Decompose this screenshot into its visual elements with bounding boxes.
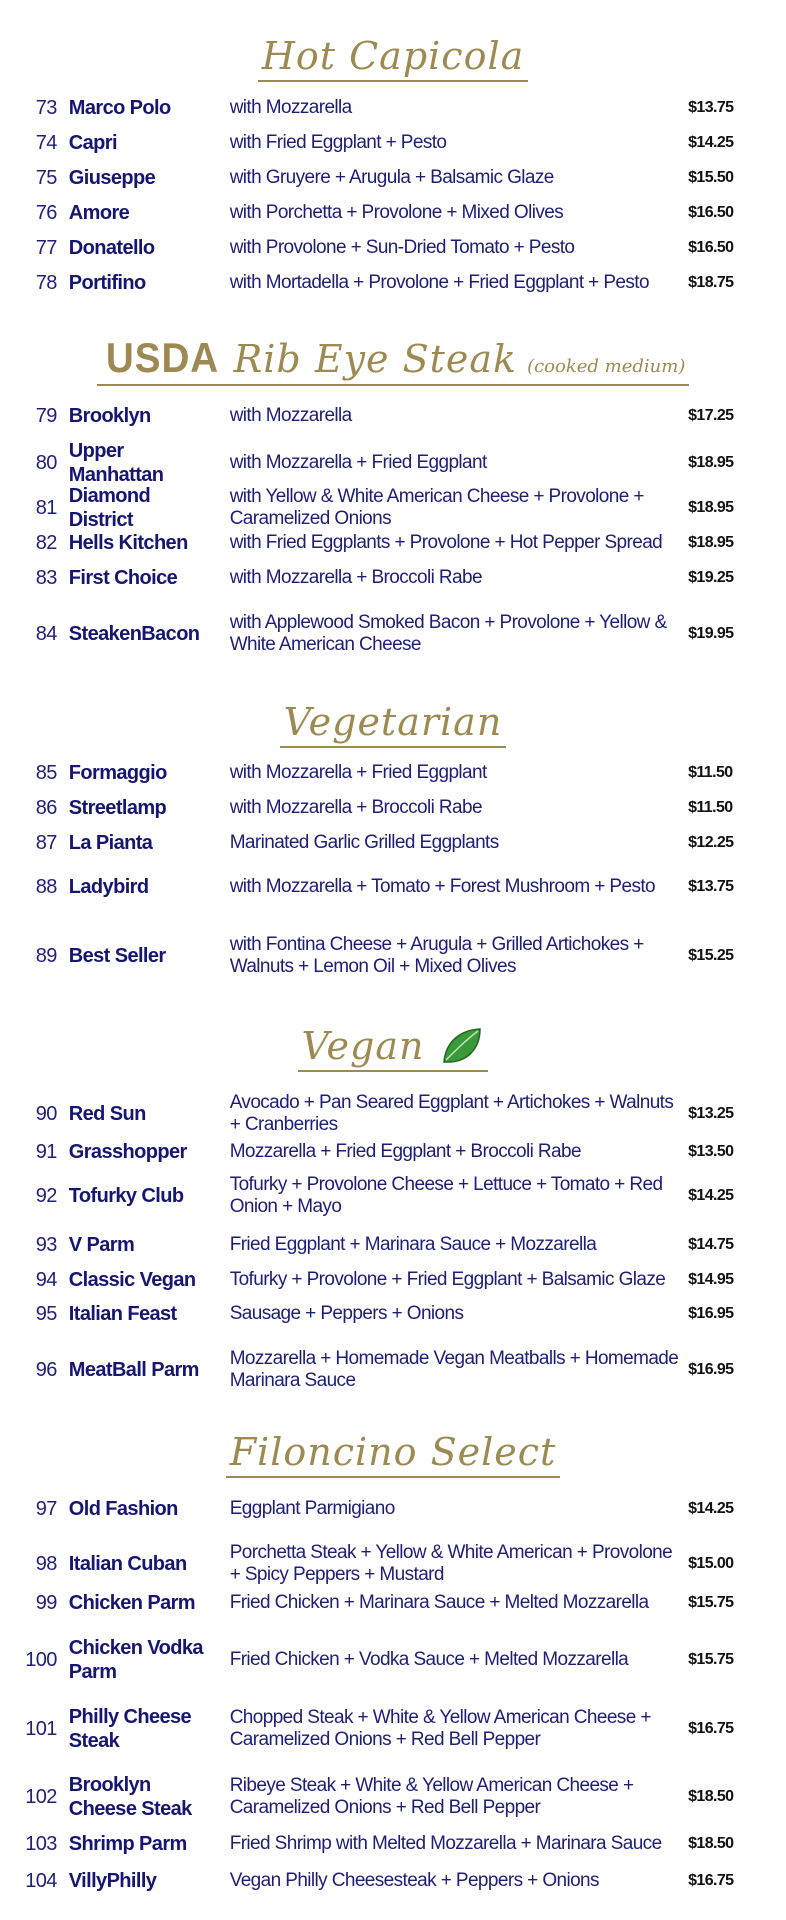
section-title: Filoncino Select — [229, 1430, 557, 1474]
menu-item — [0, 1233, 786, 1257]
item-description: with Mozzarella + Tomato + Forest Mushroom + Pesto — [229, 876, 656, 897]
leaf-icon — [440, 1026, 484, 1066]
item-description: Ribeye Steak + White & Yellow American Cheese + Caramelized Onions + Red Bell Pepper — [229, 1775, 634, 1818]
item-price: $16.95 — [688, 1361, 734, 1378]
item-name: Brooklyn — [68, 405, 151, 427]
item-name: Capri — [68, 132, 117, 154]
section-title: Vegan — [301, 1024, 425, 1068]
item-number: 74 — [35, 132, 57, 154]
item-number: 73 — [35, 97, 57, 119]
item-number: 86 — [35, 797, 57, 819]
item-description: with Mozzarella + Broccoli Rabe — [229, 567, 482, 588]
item-price: $14.25 — [688, 1187, 734, 1204]
item-name: Diamond District — [68, 485, 151, 531]
menu-item — [0, 1705, 786, 1753]
item-name: Grasshopper — [68, 1141, 187, 1163]
item-price: $15.50 — [688, 169, 734, 186]
item-number: 75 — [35, 167, 57, 189]
item-name: Upper Manhattan — [68, 440, 164, 486]
item-number: 91 — [35, 1141, 57, 1163]
item-name: Old Fashion — [68, 1498, 178, 1520]
menu-item — [0, 831, 786, 855]
item-number: 81 — [35, 497, 57, 519]
section-heading-hot-capicola — [0, 22, 786, 82]
item-price: $14.25 — [688, 134, 734, 151]
item-number: 82 — [35, 532, 57, 554]
item-description: Tofurky + Provolone + Fried Eggplant + Balsamic Glaze — [229, 1269, 666, 1290]
item-name: Red Sun — [68, 1103, 146, 1125]
item-price: $18.50 — [688, 1835, 734, 1852]
item-description: Fried Eggplant + Marinara Sauce + Mozzarella — [229, 1234, 597, 1255]
item-number: 89 — [35, 945, 57, 967]
item-description: with Gruyere + Arugula + Balsamic Glaze — [229, 167, 554, 188]
item-number: 87 — [35, 832, 57, 854]
menu-item — [0, 1773, 786, 1821]
item-number: 80 — [35, 452, 57, 474]
menu-item — [0, 1497, 786, 1521]
menu-item — [0, 531, 786, 555]
menu-item — [0, 131, 786, 155]
menu-item — [0, 1268, 786, 1292]
item-price: $16.95 — [688, 1305, 734, 1322]
item-price: $16.75 — [688, 1872, 734, 1889]
item-number: 76 — [35, 202, 57, 224]
item-description: with Yellow & White American Cheese + Provolone + Caramelized Onions — [229, 486, 644, 529]
item-description: Fried Shrimp with Melted Mozzarella + Marinara Sauce — [229, 1833, 662, 1854]
menu-item — [0, 1302, 786, 1326]
item-name: V Parm — [68, 1234, 135, 1256]
menu-item — [0, 761, 786, 785]
item-number: 100 — [25, 1649, 57, 1671]
menu-item — [0, 1542, 786, 1586]
section-title: Rib Eye Steak — [233, 337, 518, 381]
menu-item — [0, 1591, 786, 1615]
item-price: $13.25 — [688, 1105, 734, 1122]
menu-item — [0, 796, 786, 820]
section-heading-filoncino-select — [0, 1418, 786, 1478]
item-name: Best Seller — [68, 945, 166, 967]
item-description: with Mozzarella — [229, 97, 352, 118]
item-price: $13.50 — [688, 1143, 734, 1160]
item-name: Classic Vegan — [68, 1269, 196, 1291]
item-description: Sausage + Peppers + Onions — [229, 1303, 464, 1324]
item-price: $16.50 — [688, 204, 734, 221]
item-name: Italian Cuban — [68, 1553, 187, 1575]
item-description: with Applewood Smoked Bacon + Provolone + Yellow & White American Cheese — [229, 612, 667, 655]
item-description: with Fontina Cheese + Arugula + Grilled Artichokes + Walnuts + Lemon Oil + Mixed Olives — [229, 934, 644, 977]
menu-item — [0, 439, 786, 487]
item-price: $16.50 — [688, 239, 734, 256]
section-title: Hot Capicola — [261, 34, 525, 78]
item-name: MeatBall Parm — [68, 1359, 199, 1381]
item-price: $14.25 — [688, 1500, 734, 1517]
item-description: Chopped Steak + White & Yellow American Cheese + Caramelized Onions + Red Bell Pepper — [229, 1707, 651, 1750]
item-description: with Provolone + Sun-Dried Tomato + Pesto — [229, 237, 575, 258]
section-heading-vegetarian — [0, 688, 786, 748]
item-price: $15.25 — [688, 947, 734, 964]
item-name: Brooklyn Cheese Steak — [68, 1774, 192, 1820]
item-description: Eggplant Parmigiano — [229, 1498, 395, 1519]
item-description: with Fried Eggplants + Provolone + Hot Pepper Spread — [229, 532, 663, 553]
item-description: Porchetta Steak + Yellow & White American + Provolone + Spicy Peppers + Mustard — [229, 1542, 673, 1585]
item-number: 99 — [35, 1592, 57, 1614]
item-description: with Mozzarella + Broccoli Rabe — [229, 797, 482, 818]
item-number: 78 — [35, 272, 57, 294]
item-number: 98 — [35, 1553, 57, 1575]
item-name: Chicken Parm — [68, 1592, 195, 1614]
item-name: Hells Kitchen — [68, 532, 188, 554]
menu-item — [0, 484, 786, 532]
menu-item — [0, 875, 786, 899]
menu-item — [0, 934, 786, 978]
menu-item — [0, 404, 786, 428]
menu-item — [0, 1140, 786, 1164]
item-number: 83 — [35, 567, 57, 589]
section-heading-vegan — [0, 1012, 786, 1072]
menu-item — [0, 1174, 786, 1218]
section-title: Vegetarian — [283, 700, 503, 744]
item-description: with Porchetta + Provolone + Mixed Olives — [229, 202, 564, 223]
item-name: Streetlamp — [68, 797, 167, 819]
item-price: $17.25 — [688, 407, 734, 424]
item-number: 93 — [35, 1234, 57, 1256]
item-name: Marco Polo — [68, 97, 171, 119]
item-name: Chicken Vodka Parm — [68, 1637, 203, 1683]
item-description: with Mozzarella + Fried Eggplant — [229, 452, 487, 473]
menu-item — [0, 1832, 786, 1856]
item-name: Ladybird — [68, 876, 149, 898]
item-number: 101 — [25, 1718, 57, 1740]
item-name: Amore — [68, 202, 130, 224]
item-name: Portifino — [68, 272, 146, 294]
item-number: 104 — [25, 1870, 57, 1892]
item-price: $19.95 — [688, 625, 734, 642]
item-number: 102 — [25, 1786, 57, 1808]
menu-item — [0, 566, 786, 590]
item-price: $14.75 — [688, 1236, 734, 1253]
menu-item — [0, 612, 786, 656]
item-description: Fried Chicken + Marinara Sauce + Melted Mozzarella — [229, 1592, 649, 1613]
menu-item — [0, 271, 786, 295]
item-price: $19.25 — [688, 569, 734, 586]
item-price: $15.75 — [688, 1594, 734, 1611]
item-price: $15.75 — [688, 1651, 734, 1668]
menu-item — [0, 96, 786, 120]
item-price: $11.50 — [688, 799, 733, 816]
section-heading-usda-rib-eye — [0, 326, 786, 386]
section-note: (cooked medium) — [527, 356, 686, 377]
item-description: Mozzarella + Fried Eggplant + Broccoli Rabe — [229, 1141, 581, 1162]
menu-item — [0, 1348, 786, 1392]
item-name: Giuseppe — [68, 167, 156, 189]
item-name: Shrimp Parm — [68, 1833, 187, 1855]
item-number: 92 — [35, 1185, 57, 1207]
menu-item — [0, 236, 786, 260]
menu-item — [0, 166, 786, 190]
item-number: 94 — [35, 1269, 57, 1291]
menu-item — [0, 1636, 786, 1684]
item-description: Marinated Garlic Grilled Eggplants — [229, 832, 499, 853]
item-price: $18.95 — [688, 499, 734, 516]
menu-item — [0, 1869, 786, 1893]
item-price: $14.95 — [688, 1271, 734, 1288]
item-number: 88 — [35, 876, 57, 898]
item-description: Tofurky + Provolone Cheese + Lettuce + Tomato + Red Onion + Mayo — [229, 1174, 663, 1217]
item-price: $16.75 — [688, 1720, 734, 1737]
item-number: 79 — [35, 405, 57, 427]
item-price: $15.00 — [688, 1555, 734, 1572]
item-description: with Mozzarella + Fried Eggplant — [229, 762, 487, 783]
item-name: Italian Feast — [68, 1303, 177, 1325]
item-number: 90 — [35, 1103, 57, 1125]
item-description: Mozzarella + Homemade Vegan Meatballs + Homemade Marinara Sauce — [229, 1348, 679, 1391]
item-name: Donatello — [68, 237, 155, 259]
item-number: 77 — [35, 237, 57, 259]
item-price: $13.75 — [688, 878, 734, 895]
menu-item — [0, 1092, 786, 1136]
item-number: 84 — [35, 623, 57, 645]
item-name: Tofurky Club — [68, 1185, 184, 1207]
item-price: $18.75 — [688, 274, 734, 291]
item-number: 97 — [35, 1498, 57, 1520]
item-price: $18.95 — [688, 454, 734, 471]
item-name: La Pianta — [68, 832, 153, 854]
item-description: with Mozzarella — [229, 405, 352, 426]
item-name: Formaggio — [68, 762, 167, 784]
menu-item — [0, 201, 786, 225]
item-price: $18.95 — [688, 534, 734, 551]
item-name: Philly Cheese Steak — [68, 1706, 192, 1752]
section-title-prefix: USDA — [105, 334, 219, 381]
item-name: First Choice — [68, 567, 178, 589]
item-description: Avocado + Pan Seared Eggplant + Artichokes + Walnuts + Cranberries — [229, 1092, 674, 1135]
item-price: $13.75 — [688, 99, 734, 116]
item-price: $11.50 — [688, 764, 733, 781]
item-number: 96 — [35, 1359, 57, 1381]
item-description: Fried Chicken + Vodka Sauce + Melted Mozzarella — [229, 1649, 629, 1670]
item-description: with Mortadella + Provolone + Fried Eggplant + Pesto — [229, 272, 649, 293]
item-description: Vegan Philly Cheesesteak + Peppers + Onions — [229, 1870, 599, 1891]
item-number: 103 — [25, 1833, 57, 1855]
item-description: with Fried Eggplant + Pesto — [229, 132, 447, 153]
item-name: VillyPhilly — [68, 1870, 157, 1892]
item-number: 95 — [35, 1303, 57, 1325]
item-number: 85 — [35, 762, 57, 784]
item-price: $18.50 — [688, 1788, 734, 1805]
item-name: SteakenBacon — [68, 623, 200, 645]
item-price: $12.25 — [688, 834, 734, 851]
